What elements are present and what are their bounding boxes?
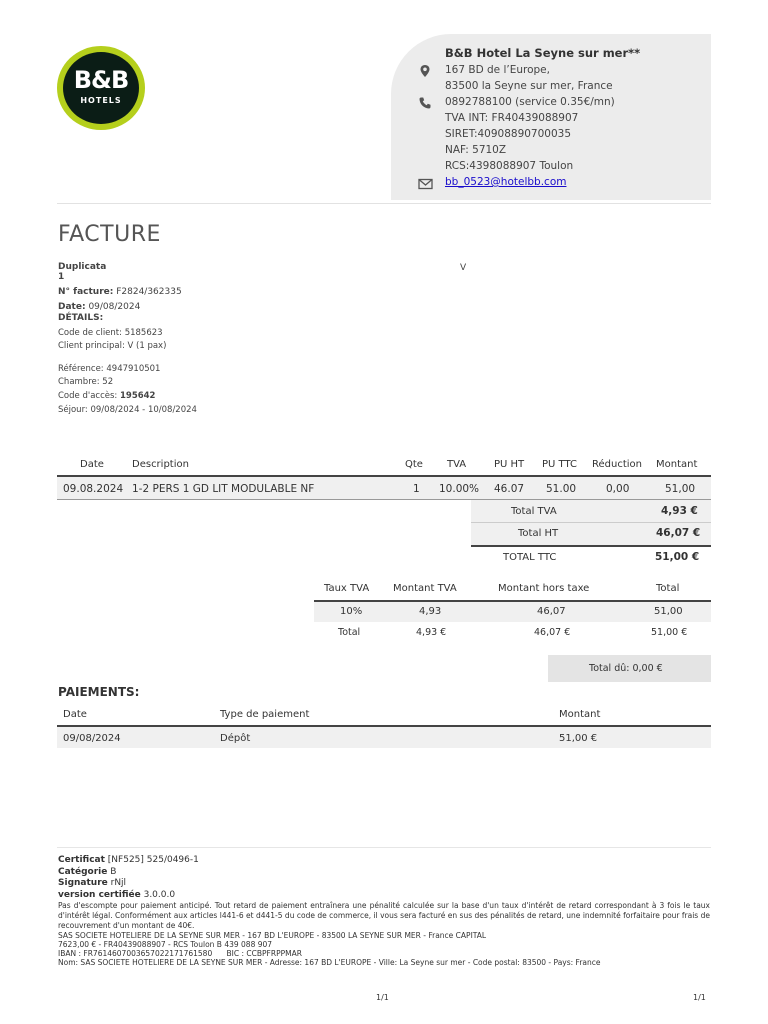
payments-title: PAIEMENTS: bbox=[58, 685, 140, 699]
pay-header-date: Date bbox=[63, 709, 87, 720]
hotel-email-link[interactable]: bb_0523@hotelbb.com bbox=[445, 176, 567, 188]
vat-row-rate: 10% bbox=[340, 606, 363, 617]
totals-rule-1 bbox=[471, 522, 711, 523]
row-reduction: 0,00 bbox=[606, 483, 630, 495]
page-title: FACTURE bbox=[58, 222, 161, 247]
row-qte: 1 bbox=[413, 483, 420, 495]
vat-total-amount: 4,93 € bbox=[416, 627, 447, 638]
certification-block bbox=[58, 855, 708, 901]
invoice-number-row bbox=[58, 287, 182, 297]
mail-icon bbox=[418, 177, 433, 191]
reference-value: 4947910501 bbox=[106, 364, 161, 374]
total-tva-label: Total TVA bbox=[511, 506, 557, 517]
duplicata-value: 1 bbox=[58, 272, 65, 282]
col-header-description: Description bbox=[132, 459, 189, 470]
hotel-naf: NAF: 5710Z bbox=[445, 144, 507, 156]
invoice-date-row bbox=[58, 302, 140, 312]
vat-header-ht: Montant hors taxe bbox=[498, 583, 590, 594]
legal-text: Pas d'escompte pour paiement anticipé. Tout retard de paiement entraînera une pénalité calculée sur la base d'un taux d'intérêt de retard correspondant à 3 fois le taux d'intérêt légal. Conformément aux articles l441-6 et d441-5 du code de commerce, il vous sera facturé en sus des pénalités de retard, une indemnité forfaitaire pour frais de recouvrement d'un montant de 40€. bbox=[58, 901, 710, 930]
invoice-number-label: N° facture: bbox=[58, 287, 114, 297]
vat-header-total: Total bbox=[656, 583, 680, 594]
page-number-right: 1/1 bbox=[693, 993, 706, 1002]
access-code-label: Code d'accès: bbox=[58, 391, 118, 401]
stay-dates: Séjour: 09/08/2024 - 10/08/2024 bbox=[58, 405, 197, 415]
col-header-tva: TVA bbox=[447, 459, 467, 470]
col-header-puttc: PU TTC bbox=[542, 459, 577, 470]
col-header-reduction: Réduction bbox=[592, 459, 642, 470]
pay-row-amount: 51,00 € bbox=[559, 733, 598, 744]
header-divider bbox=[57, 203, 711, 204]
row-description: 1-2 PERS 1 GD LIT MODULABLE NF bbox=[132, 483, 315, 495]
duplicata-label: Duplicata bbox=[58, 262, 107, 272]
vat-header-rate: Taux TVA bbox=[324, 583, 370, 594]
col-header-date: Date bbox=[80, 459, 104, 470]
footer-divider bbox=[57, 847, 711, 848]
company-line: SAS SOCIETE HOTELIERE DE LA SEYNE SUR MER - 167 BD L'EUROPE - 83500 LA SEYNE SUR MER - France CAPITAL bbox=[58, 931, 487, 940]
bank-line: IBAN : FR7614607003657022171761580 BIC : CCBPFRPPMAR bbox=[58, 949, 302, 958]
logo-text: B&B bbox=[73, 66, 129, 94]
vat-total-ht: 46,07 € bbox=[534, 627, 571, 638]
cert-line: Certificat [NF525] 525/0496-1 bbox=[58, 855, 199, 865]
vat-total-total: 51,00 € bbox=[651, 627, 688, 638]
row-puttc: 51.00 bbox=[546, 483, 577, 495]
beneficiary-line: Nom: SAS SOCIETE HOTELIERE DE LA SEYNE SUR MER - Adresse: 167 BD L'EUROPE - Ville: La Seyne sur mer - Code postal: 83500 - Pays: France bbox=[58, 958, 601, 967]
reference-row bbox=[58, 364, 160, 374]
category-line: Catégorie B bbox=[58, 866, 117, 877]
pay-header-type: Type de paiement bbox=[220, 709, 310, 720]
reference-label: Référence: bbox=[58, 364, 104, 374]
row-montant: 51,00 bbox=[665, 483, 696, 495]
vat-row-amount: 4,93 bbox=[419, 606, 442, 617]
pay-row-type: Dépôt bbox=[220, 733, 251, 744]
vat-total-label: Total bbox=[338, 627, 361, 638]
vat-header-amount: Montant TVA bbox=[393, 583, 457, 594]
total-ht-value: 46,07 € bbox=[656, 527, 701, 539]
room-number: Chambre: 52 bbox=[58, 377, 114, 387]
logo-subtext: HOTELS bbox=[80, 96, 122, 105]
total-tva-value: 4,93 € bbox=[661, 505, 698, 517]
total-due: Total dû: 0,00 € bbox=[589, 663, 663, 674]
total-ht-label: Total HT bbox=[518, 528, 559, 539]
version-line: version certifiée 3.0.0.0 bbox=[58, 889, 176, 900]
col-header-montant: Montant bbox=[656, 459, 698, 470]
phone-icon bbox=[418, 96, 432, 110]
total-ttc-label: TOTAL TTC bbox=[503, 552, 557, 563]
row-date: 09.08.2024 bbox=[63, 483, 124, 495]
hotel-tva: TVA INT: FR40439088907 bbox=[445, 112, 579, 124]
col-header-puht: PU HT bbox=[494, 459, 525, 470]
invoice-date-label: Date: bbox=[58, 302, 86, 312]
col-header-qte: Qte bbox=[405, 459, 423, 470]
client-main: Client principal: V (1 pax) bbox=[58, 341, 167, 351]
vat-row-total: 51,00 bbox=[654, 606, 683, 617]
pay-row-date: 09/08/2024 bbox=[63, 733, 121, 744]
invoice-number: F2824/362335 bbox=[116, 287, 182, 297]
capital-line: 7623,00 € - FR40439088907 - RCS Toulon B 439 088 907 bbox=[58, 940, 273, 949]
access-code-value: 195642 bbox=[119, 391, 156, 401]
hotel-siret: SIRET:40908890700035 bbox=[445, 128, 572, 140]
customer-initial: V bbox=[460, 263, 467, 273]
totals-rule-2 bbox=[471, 545, 711, 547]
client-code: Code de client: 5185623 bbox=[58, 328, 163, 338]
hotel-address-line1: 167 BD de l’Europe, bbox=[445, 64, 550, 76]
hotel-rcs: RCS:4398088907 Toulon bbox=[445, 160, 574, 172]
hotel-phone: 0892788100 (service 0.35€/mn) bbox=[445, 96, 615, 108]
signature-line: Signature rNjl bbox=[58, 878, 127, 888]
access-code-row bbox=[58, 391, 155, 401]
row-tva: 10.00% bbox=[439, 483, 480, 495]
total-ttc-value: 51,00 € bbox=[655, 551, 700, 563]
hotel-name: B&B Hotel La Seyne sur mer** bbox=[445, 46, 641, 60]
row-puht: 46.07 bbox=[494, 483, 525, 495]
hotel-address-line2: 83500 la Seyne sur mer, France bbox=[445, 80, 613, 92]
invoice-date: 09/08/2024 bbox=[88, 302, 141, 312]
details-label: DÉTAILS: bbox=[58, 313, 104, 323]
table-row bbox=[57, 727, 711, 748]
vat-row-ht: 46,07 bbox=[537, 606, 566, 617]
vat-row bbox=[314, 602, 711, 622]
page-number-center: 1/1 bbox=[376, 993, 389, 1002]
location-pin-icon bbox=[418, 64, 432, 78]
hotel-logo bbox=[57, 46, 145, 130]
pay-header-amount: Montant bbox=[559, 709, 601, 720]
